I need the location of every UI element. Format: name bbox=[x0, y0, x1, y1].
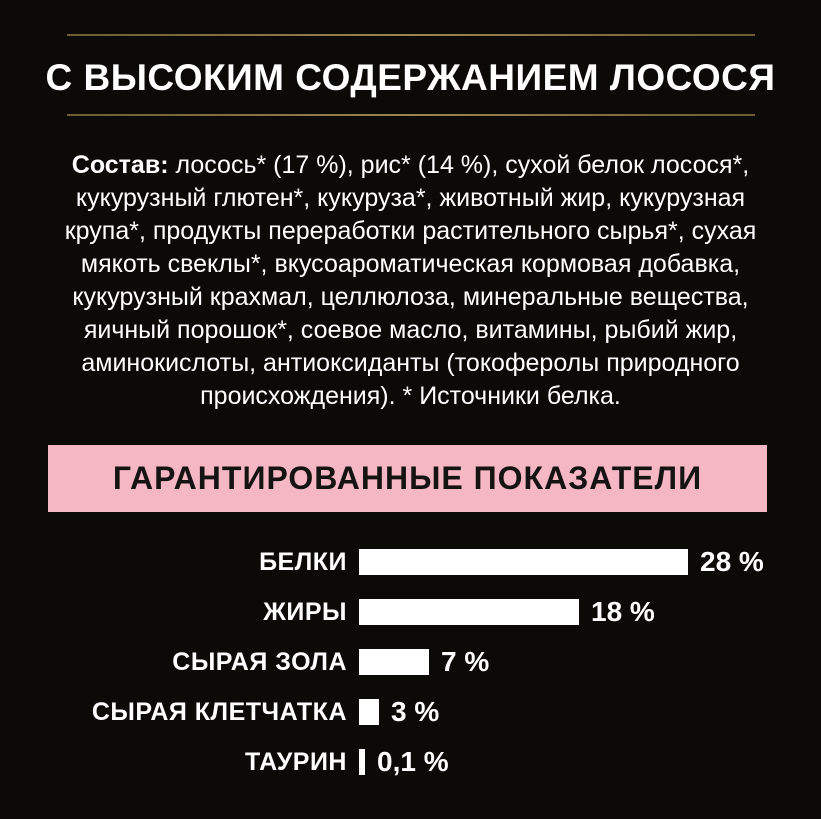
chart-value: 28 % bbox=[700, 546, 764, 577]
composition-line: яичный порошок*, соевое масло, витамины, рыбий жир, bbox=[83, 316, 738, 344]
nutrition-chart bbox=[0, 537, 821, 787]
composition-text bbox=[0, 149, 821, 413]
chart-bar bbox=[359, 649, 429, 675]
chart-row-taurine bbox=[0, 737, 821, 787]
chart-value: 0,1 % bbox=[377, 746, 449, 777]
composition-line: крупа*, продукты переработки растительного сырья*, сухая bbox=[64, 217, 757, 245]
composition-label: Состав: bbox=[71, 151, 169, 179]
chart-label: СЫРАЯ ЗОЛА bbox=[172, 647, 347, 676]
chart-label: ТАУРИН bbox=[244, 747, 347, 776]
chart-label: БЕЛКИ bbox=[259, 547, 347, 576]
chart-row-crude-fiber bbox=[0, 687, 821, 737]
composition-line: происхождения). * Источники белка. bbox=[200, 382, 621, 410]
chart-bar bbox=[359, 749, 365, 775]
page-title: С ВЫСОКИМ СОДЕРЖАНИЕМ ЛОСОСЯ bbox=[45, 57, 776, 98]
divider-bottom bbox=[67, 114, 755, 116]
chart-value: 18 % bbox=[591, 596, 655, 627]
chart-label: ЖИРЫ bbox=[263, 597, 347, 626]
chart-bar bbox=[359, 599, 579, 625]
divider-top bbox=[67, 34, 755, 36]
composition-line: кукурузный крахмал, целлюлоза, минеральные вещества, bbox=[72, 283, 749, 311]
composition-line-text: лосось* (17 %), рис* (14 %), сухой белок лосося*, bbox=[175, 151, 750, 179]
composition-line bbox=[0, 149, 821, 182]
composition-line: аминокислоты, антиоксиданты (токоферолы природного bbox=[81, 349, 740, 377]
banner-title: ГАРАНТИРОВАННЫЕ ПОКАЗАТЕЛИ bbox=[112, 460, 703, 496]
composition-line: мякоть свеклы*, вкусоароматическая кормовая добавка, bbox=[80, 250, 741, 278]
chart-row-proteins bbox=[0, 537, 821, 587]
chart-bar bbox=[359, 549, 688, 575]
chart-row-crude-ash bbox=[0, 637, 821, 687]
chart-label: СЫРАЯ КЛЕТЧАТКА bbox=[91, 697, 347, 726]
guaranteed-indicators-banner bbox=[48, 445, 767, 512]
chart-bar bbox=[359, 699, 379, 725]
chart-value: 7 % bbox=[441, 646, 490, 677]
chart-row-fats bbox=[0, 587, 821, 637]
composition-line: кукурузный глютен*, кукуруза*, животный жир, кукурузная bbox=[75, 184, 746, 212]
chart-value: 3 % bbox=[391, 696, 440, 727]
